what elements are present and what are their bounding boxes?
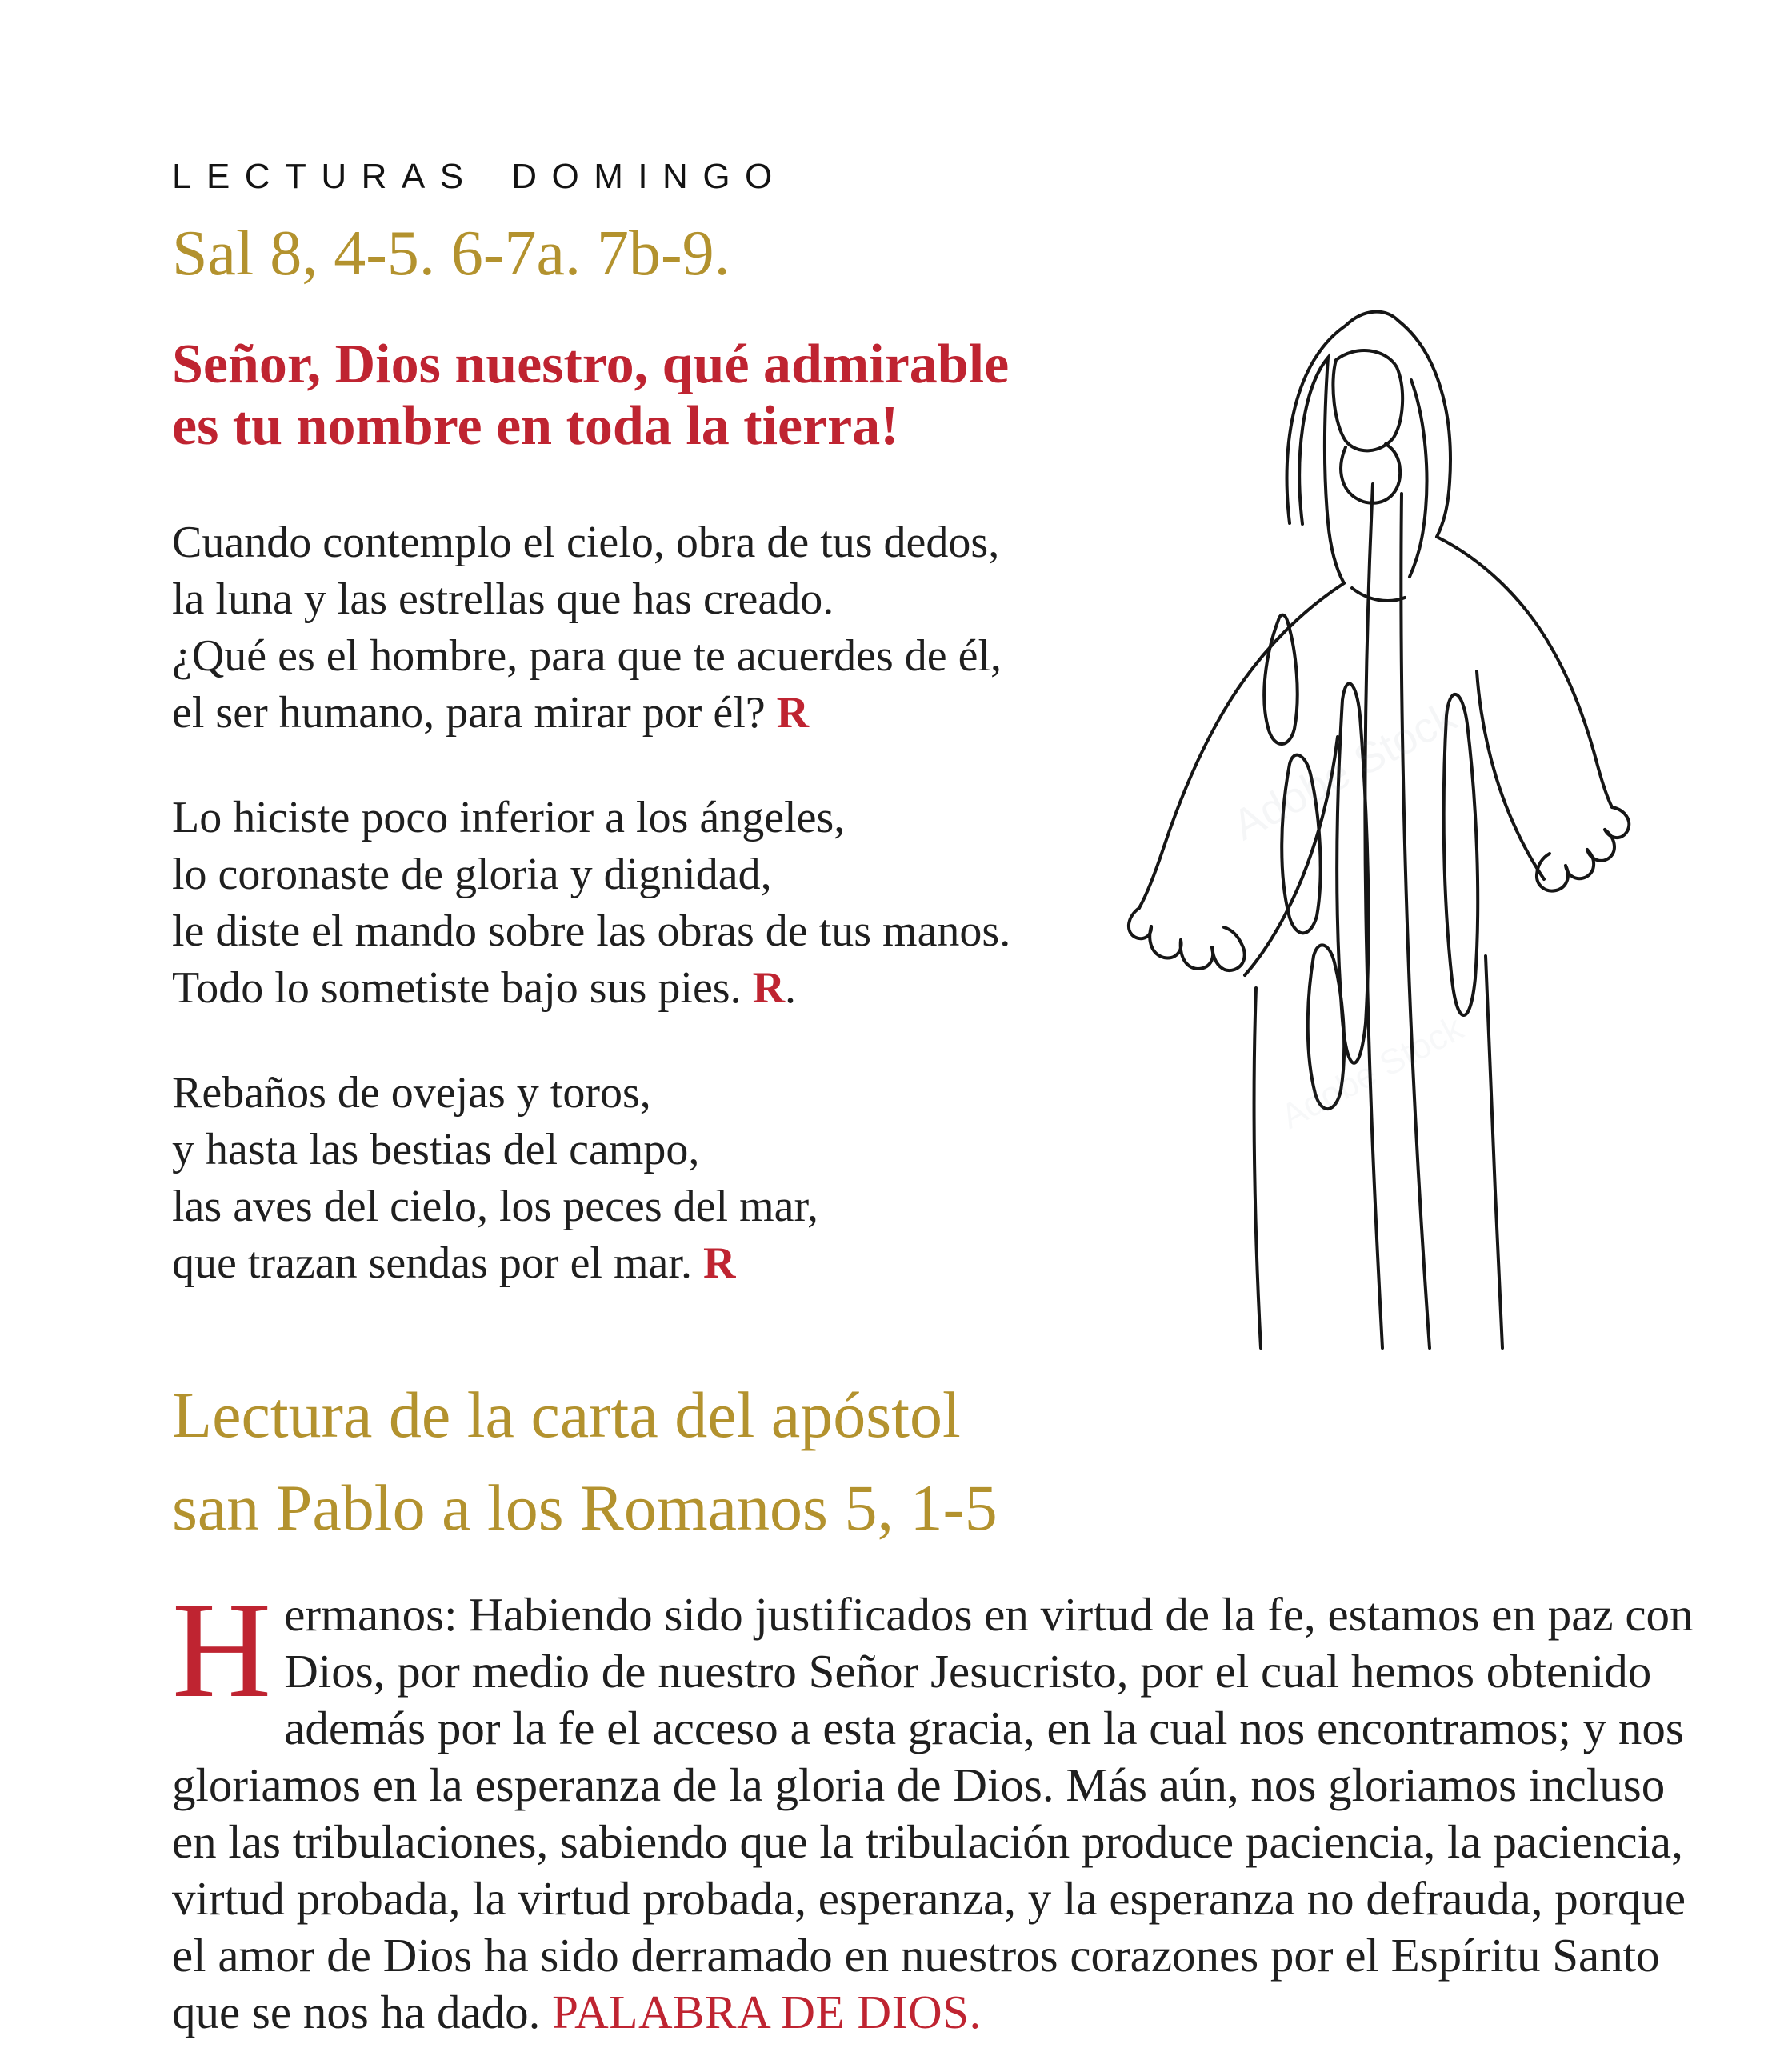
- jesus-line-art-illustration: [1088, 284, 1664, 1360]
- robe-hem: [1486, 956, 1502, 1348]
- response-marker: R: [702, 1238, 736, 1288]
- face-outline: [1333, 350, 1402, 450]
- word-of-god-label: PALABRA DE DIOS.: [552, 1986, 982, 2038]
- reading-title: [172, 1369, 1696, 1554]
- psalm-line: le diste el mando sobre las obras de tus manos.: [172, 906, 1011, 956]
- psalm-line: Lo hiciste poco inferior a los ángeles,: [172, 793, 846, 842]
- robe-edge: [1401, 494, 1430, 1348]
- psalm-antiphon-line2: es tu nombre en toda la tierra!: [172, 395, 899, 457]
- psalm-reference: Sal 8, 4-5. 6-7a. 7b-9.: [172, 218, 730, 289]
- reading-body-text: ermanos: Habiendo sido justificados en virtud de la fe, estamos en paz con Dios, por medio de nuestro Señor Jesucristo, por el cual hemos obtenido además por la fe el acceso a esta gracia, en la cual nos encontramos; y nos gloriamos en la esperanza de la gloria de Dios. Más aún, nos gloriamos incluso en las tribulaciones, sabiendo que la tribulación produce paciencia, la paciencia, virtud probada, la virtud probada, esperanza, y la esperanza no defrauda, porque el amor de Dios ha sido derramado en nuestros corazones por el Espíritu Santo que se nos ha dado.: [172, 1588, 1694, 2038]
- watermark-text: Adobe Stock: [1225, 692, 1465, 850]
- reading-title-line1: Lectura de la carta del apóstol: [172, 1378, 961, 1451]
- psalm-line: lo coronaste de gloria y dignidad,: [172, 850, 772, 899]
- psalm-line: y hasta las bestias del campo,: [172, 1125, 700, 1174]
- left-hand: [1212, 927, 1245, 970]
- psalm-line: las aves del cielo, los peces del mar,: [172, 1182, 818, 1231]
- left-arm: [1139, 583, 1344, 908]
- right-sleeve-inner: [1477, 671, 1544, 879]
- psalm-antiphon-line1: Señor, Dios nuestro, qué admirable: [172, 334, 1010, 395]
- psalm-line: la luna y las estrellas que has creado.: [172, 574, 834, 624]
- hair-right-strand: [1410, 380, 1426, 577]
- response-marker: R: [752, 963, 786, 1013]
- response-suffix: .: [785, 963, 797, 1013]
- left-hand: [1129, 908, 1151, 938]
- chest-fold: [1352, 588, 1405, 601]
- watermark-text: Adobe Stock: [1274, 1008, 1470, 1137]
- robe-hem: [1254, 988, 1261, 1348]
- beard-outline: [1341, 444, 1400, 503]
- hair-left-strand: [1299, 358, 1344, 583]
- right-hand: [1566, 850, 1594, 878]
- response-marker: R: [776, 688, 810, 738]
- reading-title-line2: san Pablo a los Romanos 5, 1-5: [172, 1471, 998, 1544]
- jesus-line-art-svg: [1088, 284, 1664, 1360]
- reading-body: [172, 1574, 1716, 2041]
- left-hand: [1150, 926, 1181, 958]
- psalm-line: Cuando contemplo el cielo, obra de tus dedos,: [172, 518, 1000, 567]
- left-hand: [1181, 940, 1213, 969]
- psalm-line-text: que trazan sendas por el mar.: [172, 1238, 692, 1288]
- right-hand: [1537, 854, 1568, 891]
- psalm-line-text: Todo lo sometiste bajo sus pies.: [172, 963, 742, 1013]
- psalm-line: Rebaños de ovejas y toros,: [172, 1068, 651, 1118]
- psalm-line: ¿Qué es el hombre, para que te acuerdes de él,: [172, 631, 1002, 681]
- section-kicker: LECTURAS DOMINGO: [172, 157, 787, 196]
- drop-cap: H: [172, 1574, 272, 1726]
- right-arm: [1437, 537, 1612, 807]
- psalm-line-text: el ser humano, para mirar por él?: [172, 688, 766, 738]
